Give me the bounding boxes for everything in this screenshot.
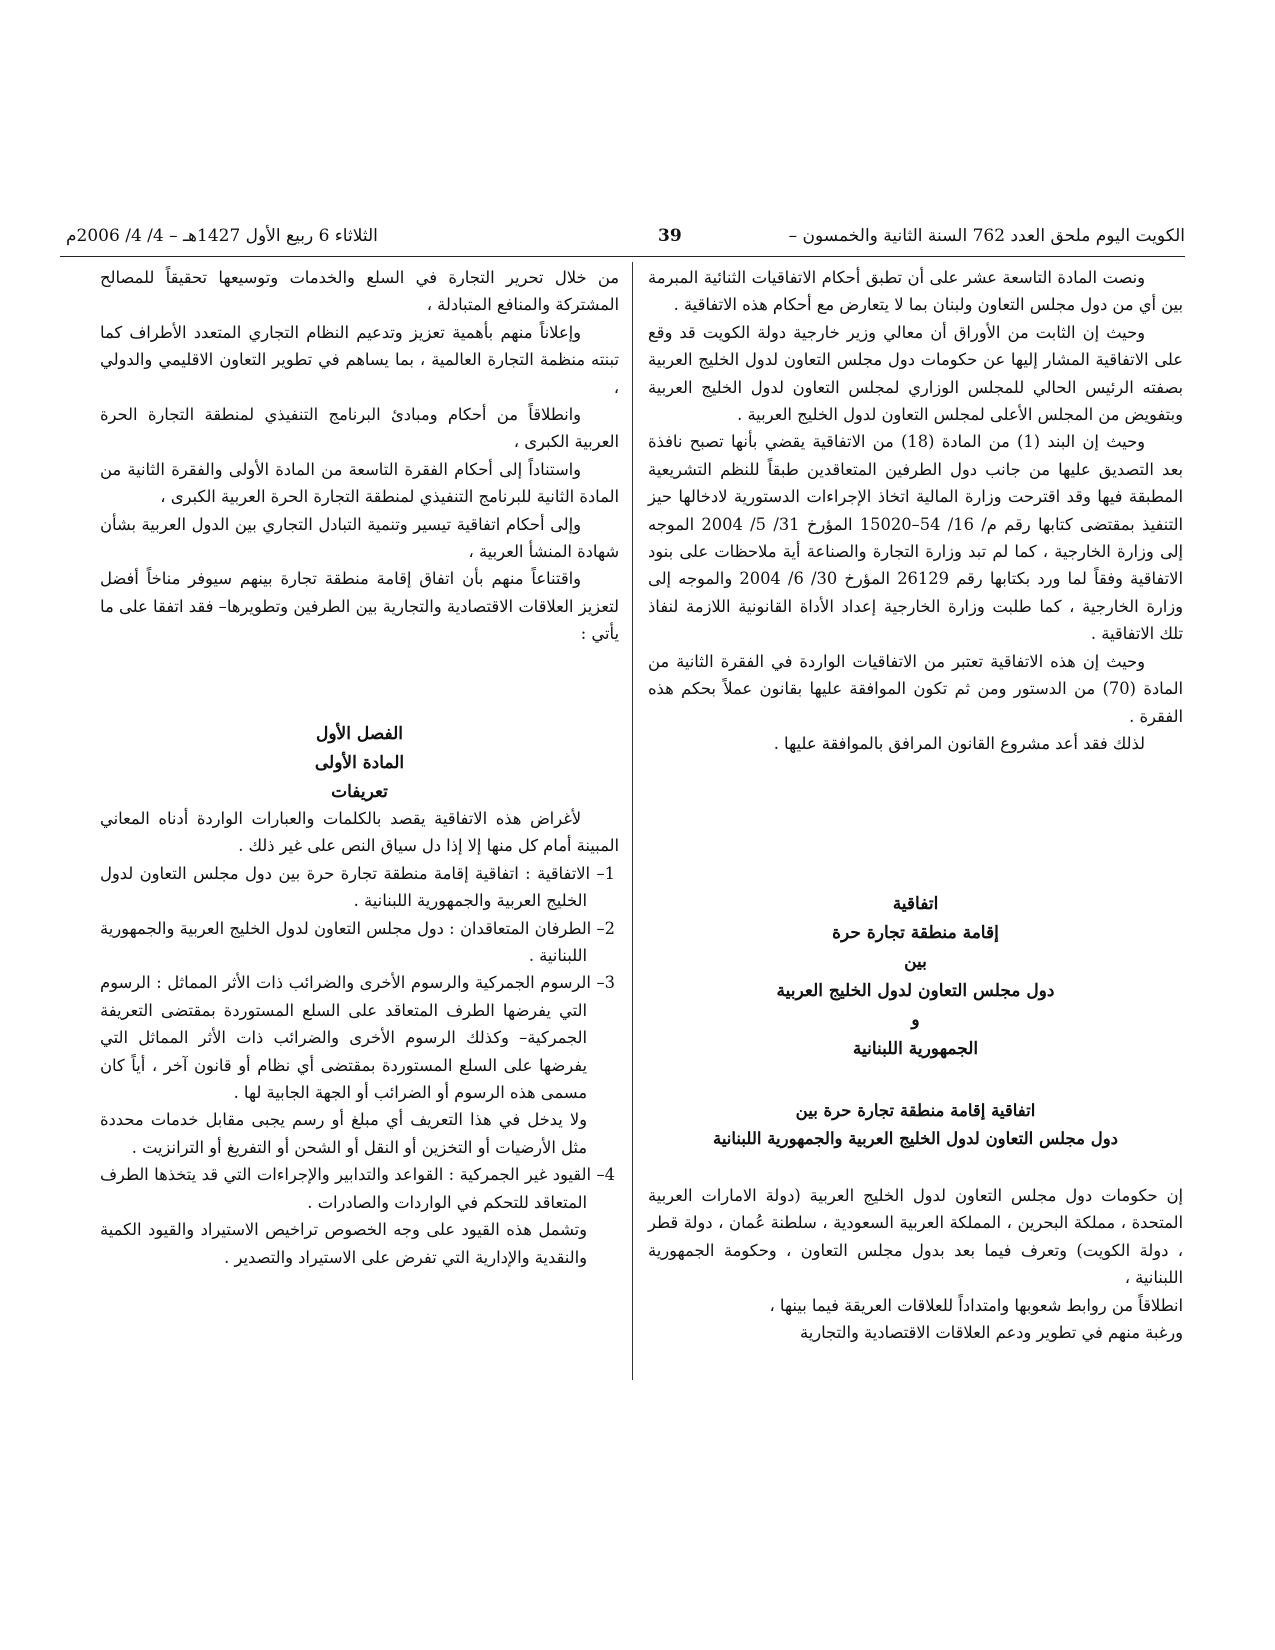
agreement-subtitle-line: دول مجلس التعاون لدول الخليج العربية والجمهورية اللبنانية	[712, 1129, 1119, 1148]
paragraph: لذلك فقد أعد مشروع القانون المرافق بالموافقة عليها .	[773, 733, 1145, 753]
definition-item: 3– الرسوم الجمركية والرسوم الأخرى والضرائب ذات الأثر المماثل : الرسوم التي يفرضها الطرف المتعاقد على السلع المستوردة بمقتضى التعريفة الجمركية– وكذلك الرسوم الأخرى والضرائب ذات الأثر المماثل التي يفرضها على السلع المستوردة بمقتضى أي نظام أو قانون آخر ، أياً كان مسمى هذه الرسوم أو الضرائب أو الجهة الجابية لها .	[100, 973, 615, 1103]
paragraph: واستناداً إلى أحكام الفقرة التاسعة من المادة الأولى والفقرة الثانية من المادة الثانية للبرنامج التنفيذي لمنطقة التجارة الحرة العربية الكبرى ،	[100, 459, 619, 507]
publication-info: الكويت اليوم ملحق العدد 762 السنة الثانية والخمسون –	[788, 226, 1185, 246]
agreement-subtitle	[648, 1097, 1183, 1153]
paragraph: إن حكومات دول مجلس التعاون لدول الخليج العربية (دولة الامارات العربية المتحدة ، مملكة البحرين ، المملكة العربية السعودية ، سلطنة عُمان ، دولة قطر ، دولة الكويت) وتعرف فيما بعد بدول مجلس التعاون ، وحكومة الجمهورية اللبنانية ،	[648, 1186, 1183, 1288]
definition-item: 4– القيود غير الجمركية : القواعد والتدابير والإجراءات التي قد يتخذها الطرف المتعاقد للتحكم في الواردات والصادرات .	[100, 1165, 615, 1212]
definition-item: 1– الاتفاقية : اتفاقية إقامة منطقة تجارة حرة بين دول مجلس التعاون لدول الخليج العربية والجمهورية اللبنانية .	[100, 863, 615, 911]
agreement-title-line: و	[911, 1010, 920, 1030]
agreement-title-line: إقامة منطقة تجارة حرة	[832, 923, 999, 943]
agreement-title-line: الجمهورية اللبنانية	[852, 1039, 979, 1059]
preamble	[648, 1182, 1183, 1346]
article-subject: تعريفات	[331, 782, 388, 802]
paragraph: لأغراض هذه الاتفاقية يقصد بالكلمات والعبارات الواردة أدناه المعاني المبينة أمام كل منها إلا إذا دل سياق النص على غير ذلك .	[100, 809, 619, 856]
agreement-title-line: اتفاقية	[892, 894, 939, 914]
paragraph: وحيث إن الثابت من الأوراق أن معالي وزير خارجية دولة الكويت قد وقع على الاتفاقية المشار إليها عن حكومات دول مجلس التعاون لدول الخليج العربية بصفته الرئيس الحالي للمجلس الوزاري لمجلس التعاون لدول الخليج العربية وبتفويض من المجلس الأعلى لمجلس التعاون لدول الخليج العربية .	[648, 322, 1183, 425]
paragraph: ونصت المادة التاسعة عشر على أن تطبق أحكام الاتفاقيات الثنائية المبرمة بين أي من دول مجلس التعاون ولبنان بما لا يتعارض مع أحكام هذه الاتفاقية .	[648, 268, 1183, 315]
paragraph: واقتناعاً منهم بأن اتفاق إقامة منطقة تجارة بينهم سيوفر مناخاً أفضل لتعزيز العلاقات الاقتصادية والتجارية بين الطرفين وتطويرها– فقد اتفقا على ما يأتي :	[100, 569, 619, 644]
paragraph: وتشمل هذه القيود على وجه الخصوص تراخيص الاستيراد والقيود الكمية والنقدية والإدارية التي تفرض على الاستيراد والتصدير .	[100, 1220, 587, 1267]
agreement-title	[648, 890, 1183, 1064]
paragraph: وانطلاقاً من أحكام ومبادئ البرنامج التنفيذي لمنطقة التجارة الحرة العربية الكبرى ،	[100, 405, 619, 452]
left-column	[100, 264, 619, 648]
column-divider	[632, 262, 633, 1380]
paragraph: وإلى أحكام اتفاقية تيسير وتنمية التبادل التجاري بين الدول العربية بشأن شهادة المنشأ العربية ،	[100, 514, 619, 562]
paragraph: وإعلاناً منهم بأهمية تعزيز وتدعيم النظام التجاري المتعدد الأطراف كما تبنته منظمة التجارة العالمية ، بما يساهم في تطوير التعاون الاقليمي والدولي ،	[100, 322, 619, 397]
page-number: 39	[658, 226, 682, 246]
paragraph: ولا يدخل في هذا التعريف أي مبلغ أو رسم يجبى مقابل خدمات محددة مثل الأرضيات أو التخزين أو النقل أو الشحن أو التفريغ أو الترانزيت .	[100, 1110, 587, 1157]
paragraph: وحيث إن البند (1) من المادة (18) من الاتفاقية يقضي بأنها تصبح نافذة بعد التصديق عليها من جانب دول الطرفين المتعاقدين طبقاً للنظم التشريعية المطبقة فيها وقد اقترحت وزارة المالية اتخاذ الإجراءات الدستورية لادخالها حيز التنفيذ بمقتضى كتابها رقم م/ 16/ 54–15020 المؤرخ 31/ 5/ 2004 الموجه إلى وزارة الخارجية ، كما لم تبد وزارة التجارة والصناعة أية ملاحظات على بنود الاتفاقية وفقاً لما ورد بكتابها رقم 26129 المؤرخ 30/ 6/ 2004 والموجه إلى وزارة الخارجية ، كما طلبت وزارة الخارجية إعداد الأداة القانونية اللازمة لنفاذ تلك الاتفاقية .	[648, 432, 1183, 644]
right-column	[648, 264, 1183, 757]
article-title: المادة الأولى	[314, 753, 405, 773]
agreement-title-line: دول مجلس التعاون لدول الخليج العربية	[776, 981, 1055, 1001]
paragraph: ورغبة منهم في تطوير ودعم العلاقات الاقتصادية والتجارية	[800, 1323, 1183, 1343]
chapter-title: الفصل الأول	[315, 724, 404, 744]
definition-item: 2– الطرفان المتعاقدان : دول مجلس التعاون لدول الخليج العربية والجمهورية اللبنانية .	[100, 918, 615, 966]
paragraph: انطلاقاً من روابط شعوبها وامتداداً للعلاقات العريقة فيما بينها ،	[769, 1295, 1183, 1315]
paragraph: وحيث إن هذه الاتفاقية تعتبر من الاتفاقيات الواردة في الفقرة الثانية من المادة (70) من الدستور ومن ثم تكون الموافقة عليها بقانون عملاً بحكم هذه الفقرة .	[648, 651, 1183, 726]
chapter-heading	[100, 720, 619, 807]
page-header	[60, 222, 1185, 257]
definitions	[100, 805, 619, 1271]
issue-date: الثلاثاء 6 ربيع الأول 1427هـ – 4/ 4/ 2006م	[66, 226, 378, 246]
paragraph: من خلال تحرير التجارة في السلع والخدمات وتوسيعها تحقيقاً للمصالح المشتركة والمنافع المتبادلة ،	[100, 268, 619, 315]
agreement-title-line: بين	[904, 952, 927, 972]
agreement-subtitle-line: اتفاقية إقامة منطقة تجارة حرة بين	[795, 1101, 1036, 1120]
